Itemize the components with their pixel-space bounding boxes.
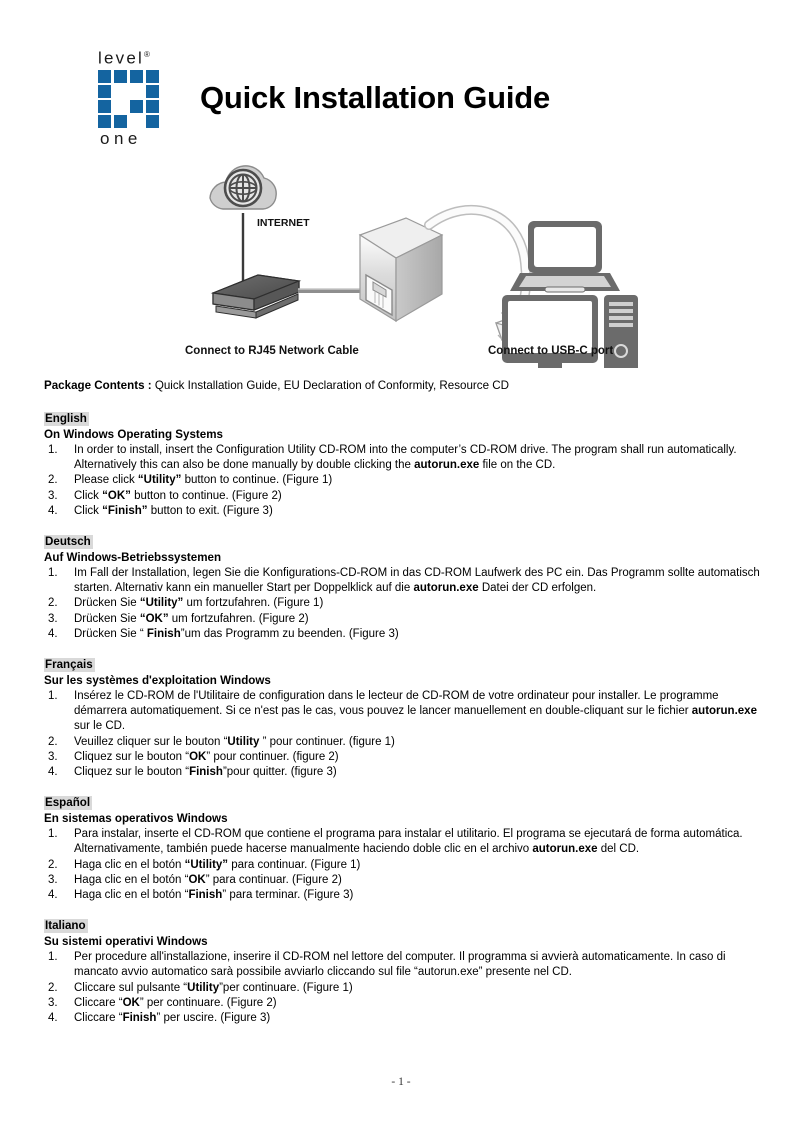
- step-text: [74, 736, 395, 748]
- step-emphasis: OK: [122, 996, 140, 1009]
- language-section: [44, 793, 760, 903]
- step-plain: ” pour continuer. (figure 2): [206, 750, 339, 763]
- connection-diagram: [180, 163, 640, 368]
- step-text: [74, 690, 757, 732]
- step-text: [74, 751, 339, 763]
- step-emphasis: Finish: [189, 766, 223, 779]
- step-item: [44, 443, 760, 473]
- step-list: [44, 566, 760, 642]
- language-section: [44, 655, 760, 780]
- step-number: 2.: [48, 858, 58, 871]
- step-item: [44, 950, 760, 980]
- step-text: [74, 874, 342, 886]
- step-list: [44, 827, 760, 903]
- step-number: 4.: [48, 766, 58, 779]
- step-emphasis: autorun.exe: [691, 705, 757, 718]
- step-emphasis: Finish: [188, 889, 223, 902]
- step-number: 1.: [48, 444, 58, 456]
- caption-usbc: Connect to USB-C port: [488, 345, 614, 357]
- step-number: 4.: [48, 627, 58, 640]
- os-heading: Auf Windows-Betriebssystemen: [44, 551, 222, 565]
- step-emphasis: OK: [189, 750, 207, 763]
- step-plain: Insérez le CD-ROM de l'Utilitaire de configuration dans le lecteur de CD-ROM de votre ordinateur pour installer. Le programme démarrera automatiquement. Si ce n'est pas le cas, vous pouvez le lancer manuellement en double-cliquant sur le fichier: [74, 690, 719, 718]
- step-number: 4.: [48, 1012, 58, 1025]
- language-section: [44, 532, 760, 642]
- step-text: [74, 444, 737, 471]
- step-item: [44, 596, 760, 611]
- language-section: [44, 916, 760, 1026]
- step-emphasis: Finish: [122, 1012, 157, 1025]
- step-number: 1.: [48, 951, 58, 964]
- step-plain: Cliccare “: [74, 1012, 123, 1025]
- instructions-content: [44, 378, 760, 1026]
- step-text: [74, 859, 360, 871]
- step-list: [44, 950, 760, 1026]
- package-contents-value: Quick Installation Guide, EU Declaration of Conformity, Resource CD: [151, 379, 509, 392]
- step-number: 2.: [48, 597, 58, 610]
- levelone-logo: [98, 46, 164, 146]
- step-plain: Per procedure all'installazione, inserire il CD-ROM nel lettore del computer. Il programma si avvierà automaticamente. In caso di mancato avvio automatico sarà possibile avviarlo cliccando sul file “autorun.exe” presente nel CD.: [74, 951, 726, 979]
- step-number: 3.: [48, 612, 58, 625]
- step-number: 3.: [48, 489, 58, 502]
- step-plain: um fortzufahren. (Figure 1): [183, 597, 324, 610]
- step-item: [44, 827, 760, 857]
- step-plain: Cliccare “: [74, 996, 123, 1009]
- step-number: 4.: [48, 889, 58, 902]
- page-header: [0, 46, 802, 161]
- step-number: 3.: [48, 996, 58, 1009]
- language-tag: Deutsch: [45, 535, 91, 549]
- step-plain: button to continue. (Figure 2): [130, 489, 282, 502]
- step-text: [74, 567, 760, 594]
- step-plain: Cliquez sur le bouton “: [74, 750, 190, 763]
- step-emphasis: autorun.exe: [414, 459, 480, 472]
- step-item: [44, 504, 760, 519]
- step-plain: del CD.: [597, 843, 640, 856]
- step-item: [44, 888, 760, 903]
- step-plain: Haga clic en el botón: [74, 858, 185, 871]
- step-plain: Click: [74, 504, 103, 517]
- step-text: [74, 828, 743, 855]
- step-plain: ” per uscire. (Figure 3): [156, 1012, 271, 1025]
- step-text: [74, 490, 282, 502]
- step-text: [74, 951, 726, 978]
- step-item: [44, 873, 760, 888]
- os-heading: On Windows Operating Systems: [44, 428, 223, 441]
- step-item: [44, 996, 760, 1011]
- step-text: [74, 613, 309, 625]
- step-plain: Please click: [74, 474, 138, 487]
- step-text: [74, 505, 273, 517]
- step-plain: Veuillez cliquer sur le bouton “: [74, 735, 228, 748]
- step-plain: ” para terminar. (Figure 3): [222, 889, 354, 902]
- package-contents-line: [44, 378, 760, 393]
- step-plain: Drücken Sie “: [74, 627, 147, 640]
- step-emphasis: Utility: [227, 735, 260, 748]
- step-number: 1.: [48, 828, 58, 841]
- step-emphasis: autorun.exe: [413, 582, 479, 595]
- step-item: [44, 689, 760, 735]
- step-plain: Datei der CD erfolgen.: [478, 582, 597, 595]
- step-plain: ” pour continuer. (figure 1): [259, 735, 395, 748]
- step-plain: ” para continuar. (Figure 2): [205, 873, 342, 886]
- usb-c-ethernet-adapter-icon: [360, 163, 442, 321]
- os-heading: Su sistemi operativi Windows: [44, 935, 208, 949]
- step-number: 1.: [48, 567, 58, 580]
- step-plain: Cliccare sul pulsante “: [74, 981, 188, 994]
- router-device-icon: [213, 275, 299, 318]
- step-item: [44, 1011, 760, 1026]
- step-item: [44, 858, 760, 873]
- step-text: [74, 766, 337, 778]
- language-tag: Español: [45, 796, 91, 810]
- language-sections: [44, 409, 760, 1026]
- step-text: [74, 889, 353, 901]
- step-item: [44, 735, 760, 750]
- step-number: 1.: [48, 690, 58, 703]
- step-plain: Haga clic en el botón “: [74, 873, 189, 886]
- step-emphasis: Utility: [187, 981, 220, 994]
- desktop-computer-icon: [502, 295, 638, 368]
- package-contents-label: Package Contents :: [44, 379, 152, 392]
- step-plain: In order to install, insert the Configuration Utility CD-ROM into the computer’s CD-ROM drive. The program shall run automatically. Alternatively this can also be done manually by double clicking the: [74, 444, 737, 472]
- step-item: [44, 981, 760, 996]
- step-plain: para continuar. (Figure 1): [228, 858, 361, 871]
- step-text: [74, 1012, 270, 1024]
- step-plain: Drücken Sie: [74, 597, 140, 610]
- language-tag: Français: [45, 658, 93, 672]
- step-plain: ”per continuare. (Figure 1): [219, 981, 353, 994]
- step-list: [44, 443, 760, 519]
- step-text: [74, 982, 353, 994]
- step-plain: ” per continuare. (Figure 2): [139, 996, 277, 1009]
- step-emphasis: “OK”: [102, 489, 131, 502]
- registered-trademark-icon: ®: [143, 50, 153, 59]
- step-item: [44, 612, 760, 627]
- step-plain: ”pour quitter. (figure 3): [222, 766, 337, 779]
- internet-label: INTERNET: [257, 217, 310, 229]
- step-plain: sur le CD.: [74, 720, 126, 733]
- step-item: [44, 566, 760, 596]
- os-heading: En sistemas operativos Windows: [44, 812, 228, 826]
- step-text: [74, 628, 399, 640]
- language-tag: English: [45, 412, 87, 425]
- step-plain: ”um das Programm zu beenden. (Figure 3): [180, 627, 399, 640]
- step-plain: Cliquez sur le bouton “: [74, 766, 190, 779]
- step-text: [74, 597, 323, 609]
- step-item: [44, 473, 760, 488]
- step-number: 3.: [48, 750, 58, 763]
- step-plain: button to exit. (Figure 3): [147, 504, 273, 517]
- cloud-internet-icon: [210, 166, 276, 209]
- caption-rj45: Connect to RJ45 Network Cable: [185, 345, 359, 357]
- step-plain: Para instalar, inserte el CD-ROM que contiene el programa para instalar el utilitario. El programa se ejecutará de forma automática. Alternativamente, también puede hacerse manualmente haciendo doble clic en el archivo: [74, 828, 743, 856]
- page-number: - 1 -: [391, 1076, 411, 1088]
- step-emphasis: “Utility”: [139, 597, 184, 610]
- step-plain: Haga clic en el botón “: [74, 889, 189, 902]
- step-item: [44, 765, 760, 780]
- step-plain: Drücken Sie: [74, 612, 140, 625]
- step-emphasis: “Utility”: [184, 858, 229, 871]
- step-plain: Im Fall der Installation, legen Sie die Konfigurations-CD-ROM in das CD-ROM Laufwerk des PC ein. Das Programm sollte automatisch starten. Alternativ kann ein manueller Start per Doppelklick auf die: [74, 567, 760, 595]
- step-text: [74, 997, 277, 1009]
- step-plain: Click: [74, 489, 103, 502]
- os-heading: Sur les systèmes d'exploitation Windows: [44, 674, 271, 688]
- step-number: 2.: [48, 474, 58, 487]
- step-plain: um fortzufahren. (Figure 2): [168, 612, 309, 625]
- language-tag: Italiano: [45, 919, 86, 933]
- step-plain: file on the CD.: [479, 459, 556, 472]
- step-item: [44, 489, 760, 504]
- step-number: 4.: [48, 504, 58, 517]
- step-text: [74, 474, 332, 486]
- logo-block-grid-icon: [98, 70, 160, 128]
- logo-bottom-word: one: [100, 128, 142, 148]
- step-emphasis: OK: [188, 873, 206, 886]
- step-number: 2.: [48, 735, 58, 748]
- language-section: [44, 409, 760, 519]
- step-emphasis: “OK”: [139, 612, 169, 625]
- step-number: 3.: [48, 873, 58, 886]
- step-emphasis: “Utility”: [137, 474, 182, 487]
- step-plain: button to continue. (Figure 1): [181, 474, 333, 487]
- step-emphasis: “Finish”: [102, 504, 148, 517]
- step-emphasis: Finish: [146, 627, 181, 640]
- logo-top-word: [98, 46, 164, 68]
- page-title: Quick Installation Guide: [200, 80, 551, 115]
- logo-top-word-text: level: [98, 48, 144, 68]
- step-item: [44, 750, 760, 765]
- step-emphasis: autorun.exe: [532, 843, 598, 856]
- step-item: [44, 627, 760, 642]
- step-list: [44, 689, 760, 780]
- step-number: 2.: [48, 981, 58, 994]
